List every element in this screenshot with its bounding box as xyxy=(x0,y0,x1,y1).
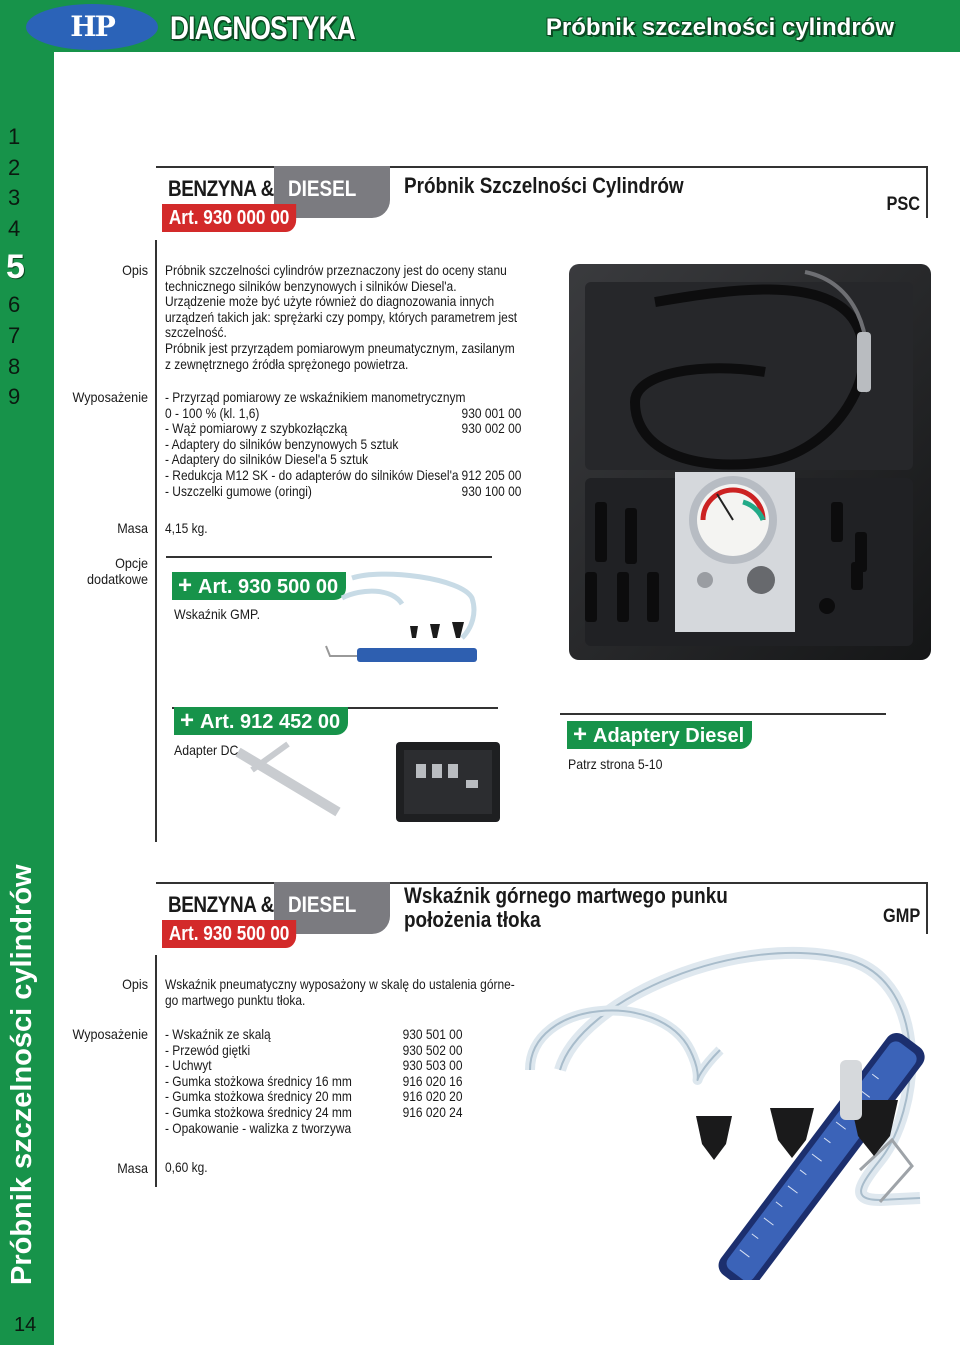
product1-header-right-border xyxy=(926,166,928,218)
chapter-5-active: 5 xyxy=(6,248,25,287)
tester-case-image xyxy=(565,262,935,662)
section-title: DIAGNOSTYKA xyxy=(170,10,355,46)
equipment-item xyxy=(165,1058,464,1074)
chapter-2: 2 xyxy=(8,154,21,180)
product2-name xyxy=(404,884,728,932)
header-bar xyxy=(0,0,960,52)
product2-mass: 0,60 kg. xyxy=(165,1160,208,1175)
equipment-item xyxy=(165,1027,464,1043)
equipment-name: - Gumka stożkowa średnicy 24 mm xyxy=(165,1104,352,1120)
equipment-item xyxy=(165,1105,464,1121)
option1-badge xyxy=(172,572,346,600)
product2-equipment-list xyxy=(165,1027,464,1136)
gmp-indicator-image xyxy=(322,558,492,678)
product2-name-line2: położenia tłoka xyxy=(404,907,541,932)
product1-article-number: Art. 930 000 00 xyxy=(162,204,296,232)
equipment-name: - Adaptery do silników benzynowych 5 sztuk xyxy=(165,436,399,452)
chapter-6: 6 xyxy=(8,292,21,318)
option3-description: Patrz strona 5-10 xyxy=(568,756,663,772)
product1-description xyxy=(165,263,517,372)
plus-icon: + xyxy=(573,721,588,748)
page-number: 14 xyxy=(14,1314,37,1336)
equipment-name: - Uszczelki gumowe (oringi) xyxy=(165,483,312,499)
equipment-code: 930 100 00 xyxy=(461,483,522,499)
chapter-8: 8 xyxy=(8,353,21,379)
equipment-name: - Uchwyt xyxy=(165,1058,212,1074)
equipment-code: 930 502 00 xyxy=(402,1042,463,1058)
equipment-item xyxy=(165,484,521,500)
equipment-name: - Adaptery do silników Diesel'a 5 sztuk xyxy=(165,452,369,468)
equipment-name: - Redukcja M12 SK - do adapterów do silników Diesel'a xyxy=(165,467,459,483)
equipment-item xyxy=(165,1043,464,1059)
option3-line xyxy=(560,713,886,715)
equipment-item xyxy=(165,406,521,422)
product2-name-line1: Wskaźnik górnego martwego punku xyxy=(404,883,728,908)
desc-line: szczelność. xyxy=(165,325,227,341)
label-opis: Opis xyxy=(122,262,148,278)
product1-header-line xyxy=(390,166,928,168)
equipment-code: 930 002 00 xyxy=(461,421,522,437)
equipment-item xyxy=(165,390,521,406)
desc-line: urządzeń takich jak: sprężarki czy pompy, których parametrem jest xyxy=(165,309,518,325)
product1-left-rule xyxy=(155,240,157,842)
product2-fuel-petrol: BENZYNA & xyxy=(168,892,274,917)
equipment-code: 916 020 16 xyxy=(402,1073,463,1089)
equipment-code: 930 001 00 xyxy=(461,405,522,421)
label-opcje: Opcje xyxy=(115,555,148,571)
equipment-code: 912 205 00 xyxy=(461,467,522,483)
gmp-indicator-large-image xyxy=(520,940,940,1280)
equipment-item xyxy=(165,1074,464,1090)
equipment-item xyxy=(165,452,521,468)
product1-equipment-list xyxy=(165,390,521,499)
option3-badge xyxy=(567,721,752,749)
label-masa: Masa xyxy=(117,520,148,536)
chapter-3: 3 xyxy=(8,185,21,211)
chapter-9: 9 xyxy=(8,384,21,410)
label-wyposazenie: Wyposażenie xyxy=(72,1026,148,1042)
label-dodatkowe: dodatkowe xyxy=(87,571,148,587)
product2-left-rule xyxy=(155,955,157,1187)
label-wyposazenie: Wyposażenie xyxy=(72,389,148,405)
product2-article-number: Art. 930 500 00 xyxy=(162,920,296,948)
equipment-item xyxy=(165,1089,464,1105)
product2-tag xyxy=(156,882,390,954)
page-title: Próbnik szczelności cylindrów xyxy=(545,14,894,41)
equipment-item xyxy=(165,421,521,437)
equipment-name: - Przewód giętki xyxy=(165,1042,251,1058)
option2-badge xyxy=(174,707,348,735)
equipment-code: 930 503 00 xyxy=(402,1058,463,1074)
equipment-code: 916 020 24 xyxy=(402,1104,463,1120)
product2-description xyxy=(165,977,515,1008)
equipment-name: - Wąż pomiarowy z szybkozłączką xyxy=(165,421,348,437)
chapter-1: 1 xyxy=(8,124,21,149)
option3-title: Adaptery Diesel xyxy=(593,725,745,747)
equipment-name: - Gumka stożkowa średnicy 16 mm xyxy=(165,1073,352,1089)
company-logo xyxy=(26,4,158,50)
equipment-name: 0 - 100 % (kl. 1,6) xyxy=(165,405,260,421)
desc-line: Próbnik jest przyrządem pomiarowym pneumatycznym, zasilanym xyxy=(165,340,515,356)
vertical-section-title: Próbnik szczelności cylindrów xyxy=(6,864,38,1285)
equipment-name: - Opakowanie - walizka z tworzywa xyxy=(165,1120,352,1136)
desc-line: Próbnik szczelności cylindrów przeznaczony jest do oceny stanu xyxy=(165,263,507,278)
chapter-4: 4 xyxy=(8,215,21,241)
option1-description: Wskaźnik GMP. xyxy=(174,606,261,622)
product2-header-right-border xyxy=(926,882,928,934)
equipment-code: 916 020 20 xyxy=(402,1089,463,1105)
label-masa: Masa xyxy=(117,1160,148,1176)
equipment-code: 930 501 00 xyxy=(402,1027,463,1042)
option2-description: Adapter DC xyxy=(174,742,239,758)
option1-article: Art. 930 500 00 xyxy=(198,576,339,598)
product2-fuel-diesel: DIESEL xyxy=(288,892,357,917)
option2-article: Art. 912 452 00 xyxy=(200,711,341,733)
equipment-name: - Wskaźnik ze skalą xyxy=(165,1027,271,1042)
equipment-item xyxy=(165,437,521,453)
product1-fuel-diesel: DIESEL xyxy=(288,176,357,201)
label-opis: Opis xyxy=(122,976,148,992)
desc-line: technicznego silników benzynowych i silników Diesel'a. xyxy=(165,278,457,294)
product1-name: Próbnik Szczelności Cylindrów xyxy=(404,173,684,198)
product1-code: PSC xyxy=(886,194,920,215)
product1-mass: 4,15 kg. xyxy=(165,521,208,536)
product1-tag xyxy=(156,166,390,238)
equipment-item xyxy=(165,468,521,484)
equipment-name: - Gumka stożkowa średnicy 20 mm xyxy=(165,1089,352,1105)
plus-icon: + xyxy=(178,572,193,599)
plus-icon: + xyxy=(180,707,195,734)
desc-line: Wskaźnik pneumatyczny wyposażony w skalę do ustalenia górne- xyxy=(165,977,515,992)
product2-code: GMP xyxy=(882,906,920,927)
adapter-dc-image xyxy=(228,740,518,830)
equipment-name: - Przyrząd pomiarowy ze wskaźnikiem manometrycznym xyxy=(165,390,466,405)
product1-fuel-petrol: BENZYNA & xyxy=(168,176,274,201)
equipment-item xyxy=(165,1121,464,1137)
chapter-7: 7 xyxy=(8,322,21,348)
desc-line: Urządzenie może być użyte również do diagnozowania innych xyxy=(165,294,495,310)
desc-line: go martwego punktu tłoka. xyxy=(165,992,306,1008)
desc-line: z zewnętrznego źródła sprężonego powietrza. xyxy=(165,356,409,372)
logo-text: HP xyxy=(70,10,114,43)
